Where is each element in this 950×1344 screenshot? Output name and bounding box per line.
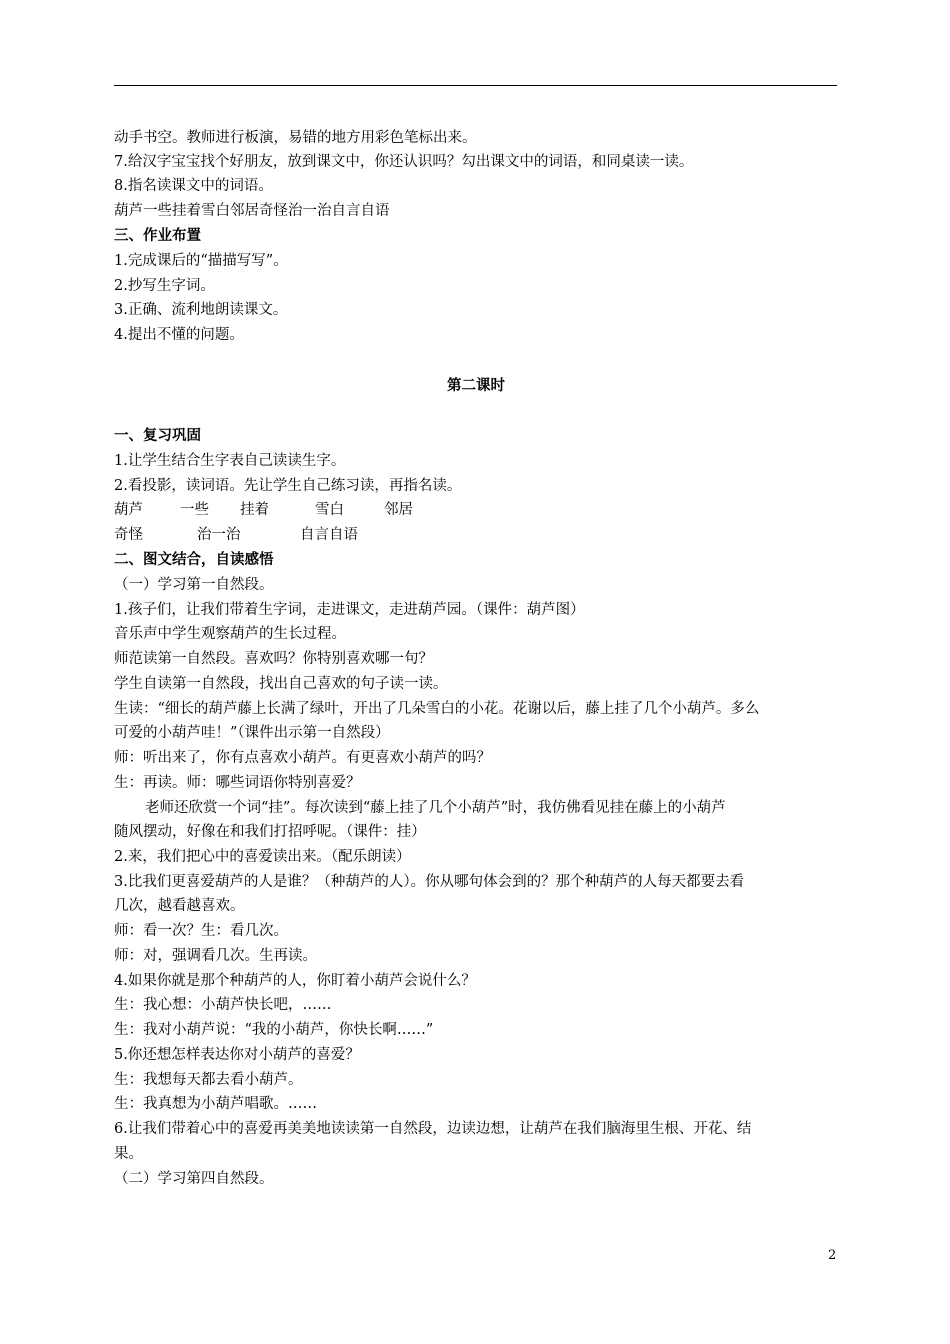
word: 葫芦 — [114, 502, 143, 518]
text-line: 几次，越看越喜欢。 — [114, 898, 245, 914]
text-line: 音乐声中学生观察葫芦的生长过程。 — [114, 626, 346, 642]
homework-item: 1.完成课后的“描描写写”。 — [114, 253, 288, 269]
text-line: 随风摆动，好像在和我们打招呼呢。（课件：挂） — [114, 824, 426, 840]
homework-item: 4.提出不懂的问题。 — [114, 327, 244, 343]
word: 奇怪 — [114, 527, 143, 543]
text-line: 3.比我们更喜爱葫芦的人是谁？（种葫芦的人）。你从哪句体会到的？那个种葫芦的人每天都要去看 — [114, 874, 745, 890]
text-line: 2.来，我们把心中的喜爱读出来。（配乐朗读） — [114, 849, 411, 865]
reading-heading: 二、图文结合，自读感悟 — [114, 551, 274, 568]
homework-item: 2.抄写生字词。 — [114, 278, 215, 294]
homework-item: 3.正确、流利地朗读课文。 — [114, 302, 288, 318]
text-line: 1.孩子们，让我们带着生字词，走进课文，走进葫芦园。（课件：葫芦图） — [114, 602, 585, 618]
text-line: 学生自读第一自然段，找出自己喜欢的句子读一读。 — [114, 676, 448, 692]
section-title: 第二课时 — [447, 377, 505, 394]
text-line: 6.让我们带着心中的喜爱再美美地读读第一自然段，边读边想，让葫芦在我们脑海里生根、开花、结 — [114, 1121, 752, 1137]
text-line: 5.你还想怎样表达你对小葫芦的喜爱？ — [114, 1047, 360, 1063]
review-heading: 一、复习巩固 — [114, 427, 201, 444]
text-line: 生：我对小葫芦说：“我的小葫芦，你快长啊……” — [114, 1022, 434, 1038]
text-line: 生：我想每天都去看小葫芦。 — [114, 1072, 303, 1088]
text-line: 生：我真想为小葫芦唱歌。…… — [114, 1096, 317, 1112]
word: 自言自语 — [300, 527, 358, 543]
indented-paragraph: 老师还欣赏一个词“挂”。每次读到“藤上挂了几个小葫芦”时，我仿佛看见挂在藤上的小葫芦 — [145, 800, 726, 816]
text-line: 师：听出来了，你有点喜欢小葫芦。有更喜欢小葫芦的吗？ — [114, 750, 491, 766]
text-line: 果。 — [114, 1146, 143, 1162]
text-line: （二）学习第四自然段。 — [114, 1171, 274, 1187]
text-line: 生：我心想：小葫芦快长吧，…… — [114, 997, 332, 1013]
text-line: 7.给汉字宝宝找个好朋友，放到课文中，你还认识吗？勾出课文中的词语，和同桌读一读。 — [114, 154, 694, 170]
header-rule — [114, 85, 837, 86]
text-line: 动手书空。教师进行板演，易错的地方用彩色笔标出来。 — [114, 130, 477, 146]
homework-heading: 三、作业布置 — [114, 227, 201, 244]
text-line: 葫芦一些挂着雪白邻居奇怪治一治自言自语 — [114, 203, 390, 219]
text-line: 生：再读。师：哪些词语你特别喜爱？ — [114, 775, 361, 791]
text-line: 师：对，强调看几次。生再读。 — [114, 948, 317, 964]
text-line: 生读：“细长的葫芦藤上长满了绿叶，开出了几朵雪白的小花。花谢以后，藤上挂了几个小葫芦。多么 — [114, 701, 760, 717]
text-line: 可爱的小葫芦哇！”（课件出示第一自然段） — [114, 725, 390, 741]
text-line: 师范读第一自然段。喜欢吗？你特别喜欢哪一句？ — [114, 651, 433, 667]
word: 邻居 — [384, 502, 413, 518]
text-line: 4.如果你就是那个种葫芦的人，你盯着小葫芦会说什么？ — [114, 973, 476, 989]
word: 雪白 — [315, 502, 344, 518]
page-number: 2 — [828, 1248, 837, 1263]
text-line: 师：看一次？生：看几次。 — [114, 923, 288, 939]
review-item: 1.让学生结合生字表自己读读生字。 — [114, 453, 346, 469]
text-line: （一）学习第一自然段。 — [114, 577, 274, 593]
text-line: 8.指名读课文中的词语。 — [114, 178, 273, 194]
word: 治一治 — [197, 527, 241, 543]
review-item: 2.看投影，读词语。先让学生自己练习读，再指名读。 — [114, 478, 462, 494]
word: 一些 — [180, 502, 209, 518]
word: 挂着 — [240, 502, 269, 518]
